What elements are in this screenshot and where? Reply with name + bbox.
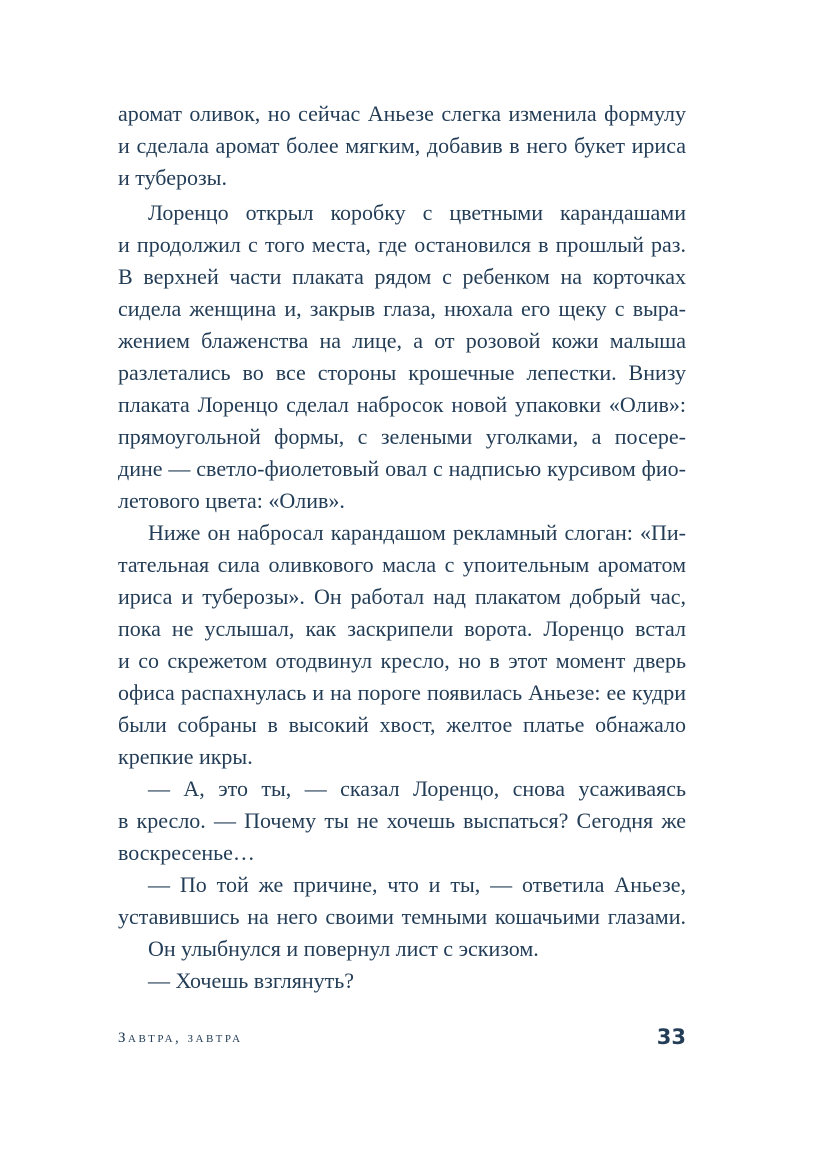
text-line: Ниже он набросал карандашом рекламный слоган: «Пи- — [148, 520, 686, 545]
text-line: жением блаженства на лице, а от розовой кожи малыша — [118, 328, 686, 353]
text-line: офиса распахнулась и на пороге появилась Аньезе: ее кудри — [118, 680, 686, 705]
text-line: — По той же причине, что и ты, — ответила Аньезе, — [148, 872, 686, 897]
text-line: плаката Лоренцо сделал набросок новой упаковки «Олив»: — [118, 392, 686, 417]
text-line: В верхней части плаката рядом с ребенком на корточках — [118, 264, 686, 289]
text-line: уставившись на него своими темными кошачьими глазами. — [118, 904, 686, 929]
text-line: аромат оливок, но сейчас Аньезе слегка изменила формулу — [118, 101, 686, 126]
text-line: прямоугольной формы, с зелеными уголками, а посере- — [118, 424, 686, 449]
text-line: дине — светло-фиолетовый овал с надписью курсивом фио- — [118, 456, 686, 481]
text-line: пока не услышал, как заскрипели ворота. Лоренцо встал — [118, 616, 686, 641]
text-line: и со скрежетом отодвинул кресло, но в этот момент дверь — [118, 648, 686, 673]
text-line: — А, это ты, — сказал Лоренцо, снова усаживаясь — [148, 776, 686, 801]
text-line: крепкие икры. — [118, 744, 253, 769]
text-line: Лоренцо открыл коробку с цветными карандашами — [148, 200, 686, 225]
text-line: воскресенье… — [118, 840, 255, 865]
text-line: — Хочешь взглянуть? — [148, 968, 355, 993]
text-line: Он улыбнулся и повернул лист с эскизом. — [148, 936, 539, 961]
text-line: и сделала аромат более мягким, добавив в него букет ириса — [118, 133, 686, 158]
running-title: Завтра, завтра — [118, 1030, 243, 1046]
text-line: тательная сила оливкового масла с упоительным ароматом — [118, 552, 686, 577]
text-line: были собраны в высокий хвост, желтое платье обнажало — [118, 712, 686, 737]
page-number: 33 — [656, 1025, 686, 1049]
text-line: и туберозы. — [118, 165, 227, 190]
text-line: в кресло. — Почему ты не хочешь выспаться? Сегодня же — [118, 808, 686, 833]
text-line: летового цвета: «Олив». — [118, 488, 345, 513]
text-line: разлетались во все стороны крошечные лепестки. Внизу — [118, 360, 686, 385]
text-line: сидела женщина и, закрыв глаза, нюхала его щеку с выра- — [118, 296, 686, 321]
text-line: и продолжил с того места, где остановился в прошлый раз. — [118, 232, 686, 257]
text-line: ириса и туберозы». Он работал над плакатом добрый час, — [118, 584, 686, 609]
